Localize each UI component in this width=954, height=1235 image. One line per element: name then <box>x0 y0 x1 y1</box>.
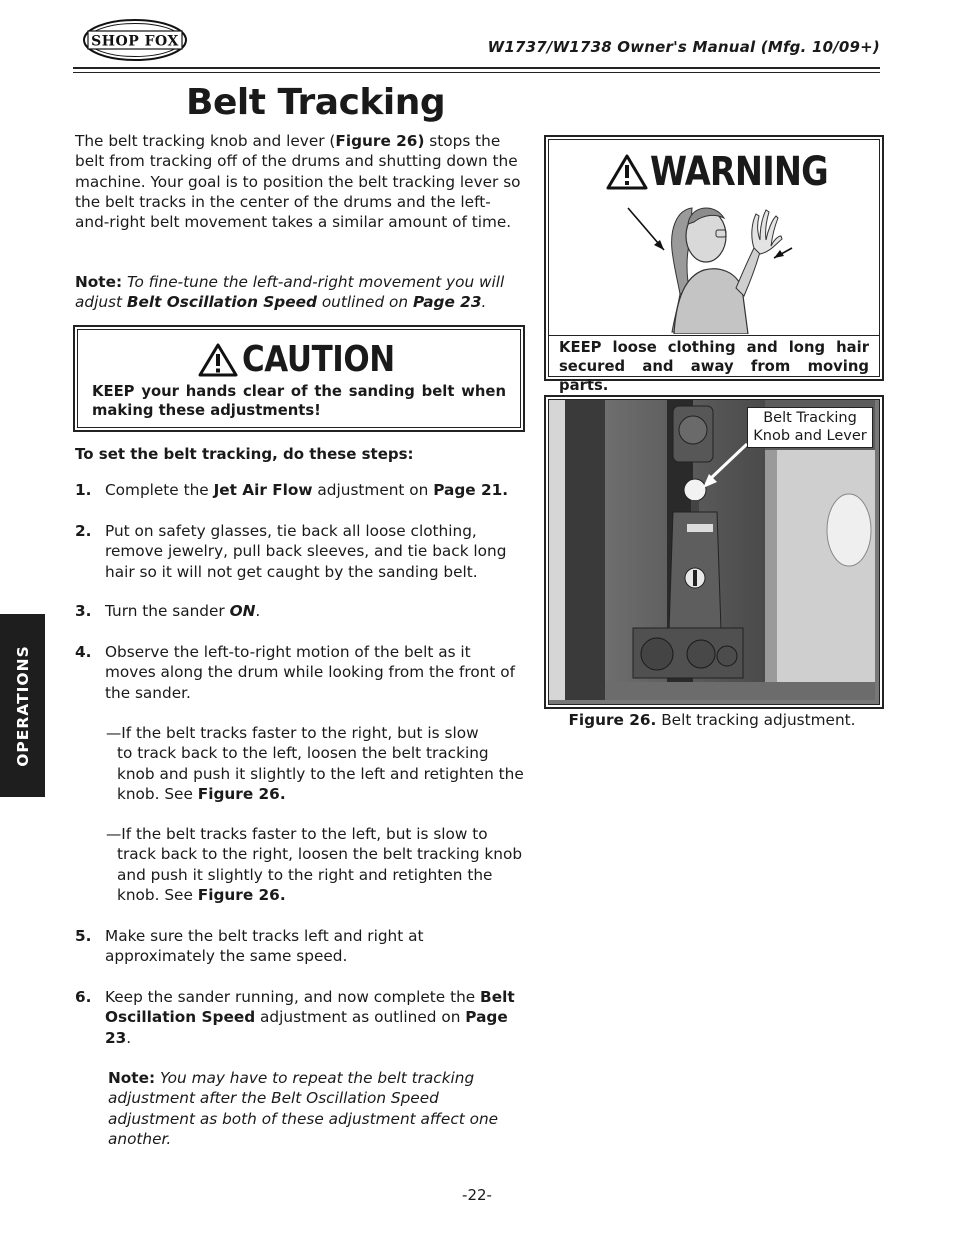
note-repeat: Note: You may have to repeat the belt tracking adjustment after the Belt Oscillation Speed adjustment as both of these adjustment affect one another. <box>108 1069 499 1148</box>
caution-heading: CAUTION <box>242 339 395 380</box>
step-5: 5. Make sure the belt tracks left and right at approximately the same speed. <box>75 927 424 966</box>
warning-text: KEEP loose clothing and long hair secured and away from moving parts. <box>549 335 879 395</box>
shop-fox-logo <box>82 18 188 62</box>
figure-callout-label: Belt Tracking Knob and Lever <box>747 407 873 448</box>
caution-box <box>73 325 525 432</box>
caution-triangle-icon <box>198 343 238 377</box>
caution-text: KEEP your hands clear of the sanding belt when making these adjustments! <box>92 383 506 419</box>
step-2: 2. Put on safety glasses, tie back all loose clothing, remove jewelry, pull back sleeves, and tie back long hair so it will not get caught by the sanding belt. <box>75 522 507 581</box>
step-3: 3. Turn the sander ON. <box>75 602 261 620</box>
section-side-tab <box>0 614 45 797</box>
header-rule-thin <box>73 72 880 73</box>
side-tab-label: OPERATIONS <box>13 644 32 767</box>
substep-right: —If the belt tracks faster to the right, but is slow to track back to the left, loosen the belt tracking knob and push it slightly to the left and retighten the knob. See Figure 26. <box>106 724 524 803</box>
substep-left: —If the belt tracks faster to the left, but is slow to track back to the right, loosen the belt tracking knob and push it slightly to the right and retighten the knob. See Figure 26. <box>106 825 523 904</box>
svg-text:SHOP FOX: SHOP FOX <box>91 33 179 50</box>
figure-26-photo <box>544 395 884 709</box>
step-1: 1. Complete the Jet Air Flow adjustment on Page 21. <box>75 481 509 499</box>
page-number: -22- <box>462 1186 492 1204</box>
figure-caption: Figure 26. Belt tracking adjustment. <box>568 711 856 729</box>
note-paragraph: Note: To fine-tune the left-and-right movement you will adjust Belt Oscillation Speed outlined on Page 23. <box>75 273 505 312</box>
long-hair-illustration <box>624 196 794 334</box>
step-4: 4. Observe the left-to-right motion of the belt as it moves along the drum while looking from the front of the sander. <box>75 643 515 702</box>
page-title: Belt Tracking <box>186 82 446 123</box>
manual-title: W1737/W1738 Owner's Manual (Mfg. 10/09+) <box>487 38 880 56</box>
warning-box <box>544 135 884 394</box>
warning-heading: WARNING <box>650 149 828 195</box>
step-6: 6. Keep the sander running, and now complete the Belt Oscillation Speed adjustment as outlined on Page 23. <box>75 988 515 1047</box>
header-rule <box>73 67 880 69</box>
steps-heading: To set the belt tracking, do these steps: <box>75 445 414 463</box>
intro-paragraph: The belt tracking knob and lever (Figure 26) stops the belt from tracking off of the drums and shutting down the machine. Your goal is to position the belt tracking lever so the belt tracks in the center of the drums and the left-and-right belt movement takes a similar amount of time. <box>75 132 521 232</box>
warning-triangle-icon <box>606 154 648 190</box>
